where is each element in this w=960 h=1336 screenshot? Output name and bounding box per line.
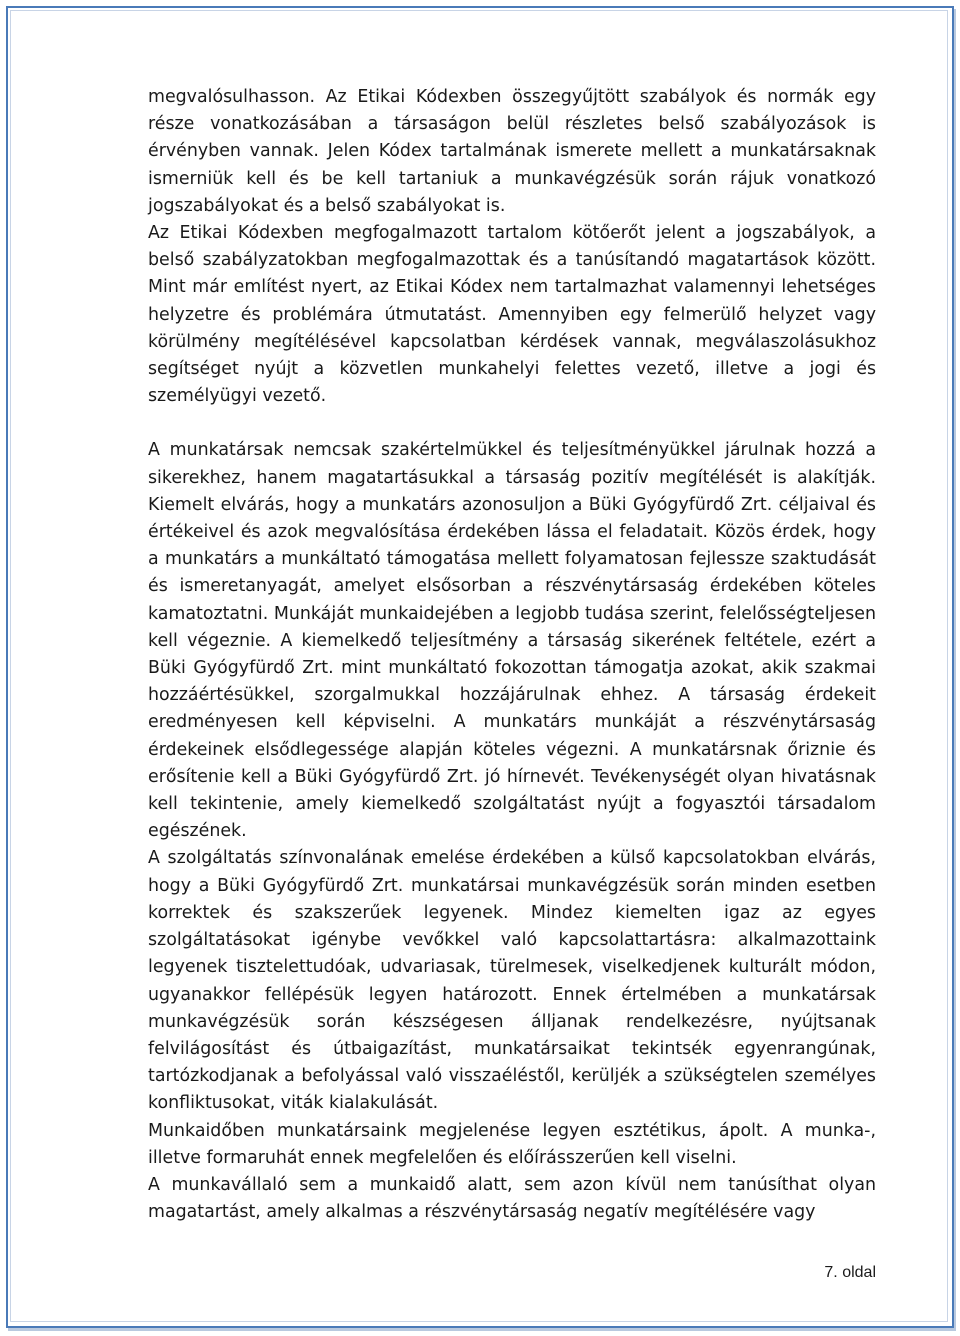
- paragraph-5: Munkaidőben munkatársaink megjelenése legyen esztétikus, ápolt. A munka-, illetve formaruhát ennek megfelelően és előírásszerűen kell viselni.: [148, 1120, 876, 1168]
- document-body: [148, 84, 876, 1226]
- paragraph-2: Az Etikai Kódexben megfogalmazott tartalom kötőerőt jelent a jogszabályok, a belső szabályzatokban megfogalmazottak és a tanúsítandó magatartások között. Mint már említést nyert, az Etikai Kódex nem tartalmazhat valamennyi lehetséges helyzetre és problémára útmutatást. Amennyiben egy felmerülő helyzet vagy körülmény megítélésével kapcsolatban kérdések vannak, megválaszolásukhoz segítséget nyújt a közvetlen munkahelyi felettes vezető, illetve a jogi és személyügyi vezető.: [148, 223, 876, 407]
- paragraph-6: A munkavállaló sem a munkaidő alatt, sem azon kívül nem tanúsíthat olyan magatartást, amely alkalmas a részvénytársaság negatív megítélésére vagy: [148, 1174, 876, 1223]
- paragraph-1: megvalósulhasson. Az Etikai Kódexben összegyűjtött szabályok és normák egy része vonatkozásában a társaságon belül részletes belső szabályozások is érvényben vannak. Jelen Kódex tartalmának ismerete mellett a munkatársaknak ismerniük kell és be kell tartaniuk a munkavégzésük során rájuk vonatkozó jogszabályokat és a belső szabályokat is.: [148, 87, 876, 216]
- paragraph-4: A szolgáltatás színvonalának emelése érdekében a külső kapcsolatokban elvárás, hogy a Büki Gyógyfürdő Zrt. munkatársai munkavégzésük során minden esetben korrektek és szakszerűek legyenek. Mindez kiemelten igaz az egyes szolgáltatásokat igénybe vevőkkel való kapcsolattartásra: alkalmazottaink legyenek tisztelettudóak, udvariasak, türelmesek, viselkedjenek kulturált módon, ugyanakkor fellépésük legyen határozott. Ennek értelmében a munkatársak munkavégzésük során készségesen álljanak rendelkezésre, nyújtsanak felvilágosítást és útbaigazítást, munkatársaikat tekintsék egyenrangúnak, tartózkodjanak a befolyással való visszaéléstől, kerüljék a szükségtelen személyes konfliktusokat, viták kialakulását.: [148, 848, 876, 1114]
- page-number: 7. oldal: [824, 1264, 876, 1281]
- paragraph-3: A munkatársak nemcsak szakértelmükkel és teljesítményükkel járulnak hozzá a sikerekhez, hanem magatartásukkal a társaság pozitív megítélését is alakítják. Kiemelt elvárás, hogy a munkatárs azonosuljon a Büki Gyógyfürdő Zrt. céljaival és értékeivel és azok megvalósítása érdekében lássa el feladatait. Közös érdek, hogy a munkatárs a munkáltató támogatása mellett folyamatosan fejlessze szaktudását és ismeretanyagát, amelyet elsősorban a részvénytársaság érdekében köteles kamatoztatni. Munkáját munkaidejében a legjobb tudása szerint, felelősségteljesen kell végeznie. A kiemelkedő teljesítmény a társaság sikerének feltétele, ezért a Büki Gyógyfürdő Zrt. mint munkáltató fokozottan támogatja azokat, akik szakmai hozzáértésükkel, szorgalmukkal hozzájárulnak ehhez. A társaság érdekeit eredményesen kell képviselni. A munkatárs munkáját a részvénytársaság érdekeinek elsődlegessége alapján köteles végezni. A munkatársnak őriznie és erősítenie kell a Büki Gyógyfürdő Zrt. jó hírnevét. Tevékenységét olyan hivatásnak kell tekintenie, amely kiemelkedő szolgáltatást nyújt a fogyasztói társadalom egészének.: [148, 440, 876, 842]
